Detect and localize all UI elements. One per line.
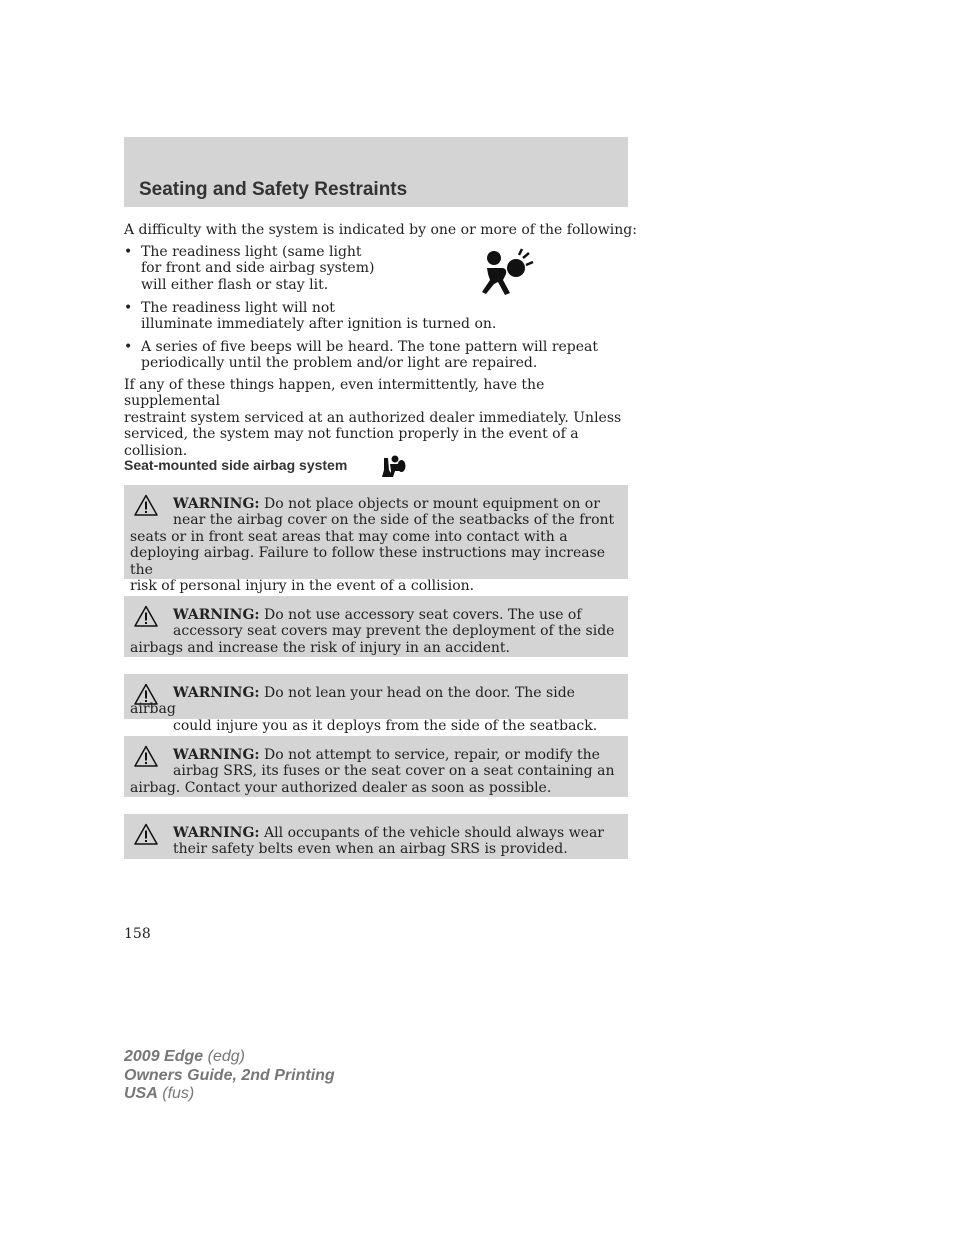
intro-text: A difficulty with the system is indicated by one or more of the following: <box>124 222 637 238</box>
paragraph: If any of these things happen, even intermittently, have the supplemental restraint system serviced at an authorized dealer immediately. Unless serviced, the system may not function properly in the event of a collision. <box>124 377 622 459</box>
subheading: Seat-mounted side airbag system <box>124 457 348 473</box>
airbag-warning-icon <box>480 246 536 296</box>
footer: 2009 Edge (edg) Owners Guide, 2nd Printing USA (fus) <box>124 1048 335 1102</box>
warning-box: WARNING: Do not lean your head on the door. The side airbag could injure you as it deploys from the side of the seatback. <box>124 674 628 719</box>
warning-box: WARNING: Do not attempt to service, repair, or modify the airbag SRS, its fuses or the seat cover on a seat containing an airbag. Contact your authorized dealer as soon as possible. <box>124 736 628 797</box>
warning-box: WARNING: Do not use accessory seat covers. The use of accessory seat covers may prevent the deployment of the side airbags and increase the risk of injury in an accident. <box>124 596 628 657</box>
page-number: 158 <box>124 926 151 942</box>
warning-box: WARNING: Do not place objects or mount equipment on or near the airbag cover on the side of the seatbacks of the front seats or in front seat areas that may come into contact with a deploying airbag. Failure to follow these instructions may increase the risk of personal injury in the event of a collision. <box>124 485 628 579</box>
warning-box: WARNING: All occupants of the vehicle should always wear their safety belts even when an airbag SRS is provided. <box>124 814 628 859</box>
side-airbag-icon <box>378 454 406 478</box>
section-title: Seating and Safety Restraints <box>139 179 408 200</box>
section-header <box>124 137 628 207</box>
